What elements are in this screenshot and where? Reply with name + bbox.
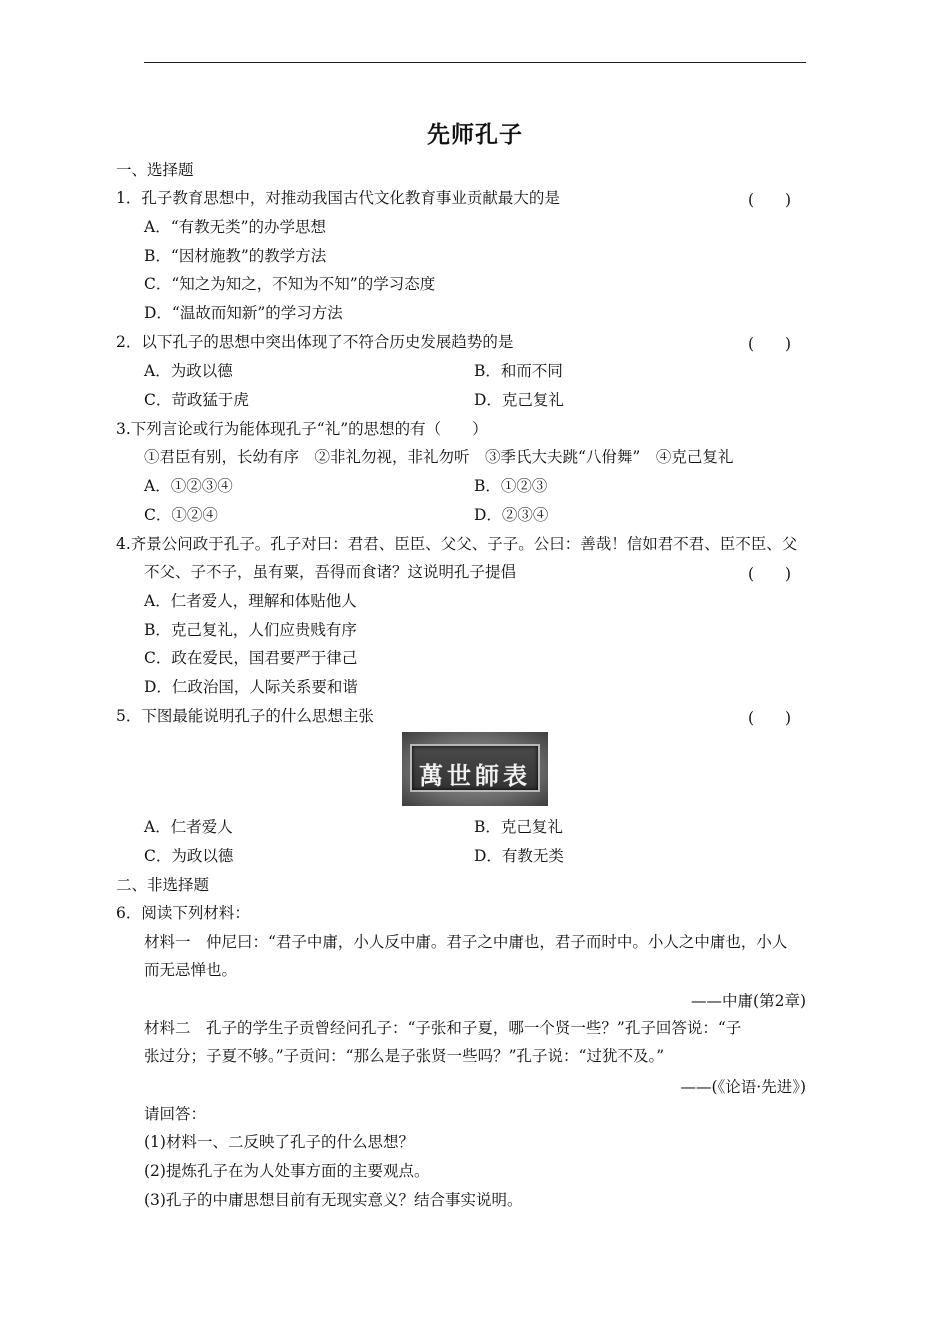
q4-option-a: A．仁者爱人，理解和体贴他人 bbox=[144, 592, 357, 610]
q2-stem: 2．以下孔子的思想中突出体现了不符合历史发展趋势的是 bbox=[116, 333, 514, 351]
q4-option-c: C．政在爱民，国君要严于律己 bbox=[144, 649, 358, 667]
q5-option-c: C．为政以德 bbox=[144, 847, 234, 865]
q2-answer-paren: ( ) bbox=[748, 335, 792, 353]
q3-option-a: A．①②③④ bbox=[144, 477, 233, 495]
q3-stem: 3.下列言论或行为能体现孔子“礼”的思想的有（ ） bbox=[116, 420, 488, 438]
q5-stem: 5．下图最能说明孔子的什么思想主张 bbox=[116, 707, 374, 725]
header-rule bbox=[144, 62, 806, 63]
page-title: 先师孔子 bbox=[427, 122, 523, 148]
q3-option-c: C．①②④ bbox=[144, 506, 218, 524]
q4-answer-paren: ( ) bbox=[748, 565, 792, 583]
q5-answer-paren: ( ) bbox=[748, 709, 792, 727]
q2-option-b: B．和而不同 bbox=[474, 362, 563, 380]
q1-answer-paren: ( ) bbox=[748, 191, 792, 209]
q6-material2-source: ——(《论语·先进》) bbox=[680, 1078, 806, 1096]
q6-subquestion-1: (1)材料一、二反映了孔子的什么思想？ bbox=[144, 1133, 414, 1151]
q4-stem-line2: 不父、子不子，虽有粟，吾得而食诸？这说明孔子提倡 bbox=[144, 563, 517, 581]
q6-material2-line2: 张过分；子夏不够。”子贡问：“那么是子张贤一些吗？”孔子说：“过犹不及。” bbox=[144, 1047, 665, 1065]
q2-option-a: A．为政以德 bbox=[144, 362, 233, 380]
q1-option-d: D．“温故而知新”的学习方法 bbox=[144, 304, 343, 322]
q1-option-c: C．“知之为知之，不知为不知”的学习态度 bbox=[144, 275, 436, 293]
q6-subquestion-3: (3)孔子的中庸思想目前有无现实意义？结合事实说明。 bbox=[144, 1191, 523, 1209]
q6-material1-line1: 材料一 仲尼曰：“君子中庸，小人反中庸。君子之中庸也，君子而时中。小人之中庸也，小人 bbox=[144, 933, 788, 951]
q6-material1-source: ——中庸(第2章) bbox=[691, 992, 806, 1010]
plaque-image bbox=[402, 732, 548, 806]
q2-option-c: C．苛政猛于虎 bbox=[144, 391, 249, 409]
q3-option-b: B．①②③ bbox=[474, 477, 548, 495]
q3-items: ①君臣有别，长幼有序 ②非礼勿视，非礼勿听 ③季氏大夫跳“八佾舞” ④克己复礼 bbox=[144, 448, 734, 466]
q5-option-a: A．仁者爱人 bbox=[144, 818, 233, 836]
q3-option-d: D．②③④ bbox=[474, 506, 549, 524]
q6-material1-line2: 而无忌惮也。 bbox=[144, 961, 238, 979]
plaque-inscription: 萬世師表 bbox=[419, 761, 531, 790]
q4-stem-line1: 4.齐景公问政于孔子。孔子对曰：君君、臣臣、父父、子子。公曰：善哉！信如君不君、臣不臣、父 bbox=[116, 535, 798, 553]
q1-option-b: B．“因材施教”的教学方法 bbox=[144, 247, 327, 265]
plaque-board bbox=[410, 744, 540, 792]
q6-prompt: 请回答： bbox=[144, 1105, 207, 1123]
q2-option-d: D．克己复礼 bbox=[474, 391, 564, 409]
q1-stem: 1．孔子教育思想中，对推动我国古代文化教育事业贡献最大的是 bbox=[116, 189, 560, 207]
q1-option-a: A．“有教无类”的办学思想 bbox=[144, 218, 327, 236]
q5-option-b: B．克己复礼 bbox=[474, 818, 563, 836]
q4-option-d: D．仁政治国，人际关系要和谐 bbox=[144, 678, 358, 696]
q4-option-b: B．克己复礼，人们应贵贱有序 bbox=[144, 621, 357, 639]
q6-material2-line1: 材料二 孔子的学生子贡曾经问孔子：“子张和子夏，哪一个贤一些？”孔子回答说：“子 bbox=[144, 1019, 742, 1037]
section-heading-nonchoice: 二、非选择题 bbox=[116, 876, 210, 894]
q6-subquestion-2: (2)提炼孔子在为人处事方面的主要观点。 bbox=[144, 1162, 430, 1180]
q5-option-d: D．有教无类 bbox=[474, 847, 564, 865]
q6-stem: 6．阅读下列材料： bbox=[116, 904, 250, 922]
section-heading-choice: 一、选择题 bbox=[116, 161, 194, 179]
